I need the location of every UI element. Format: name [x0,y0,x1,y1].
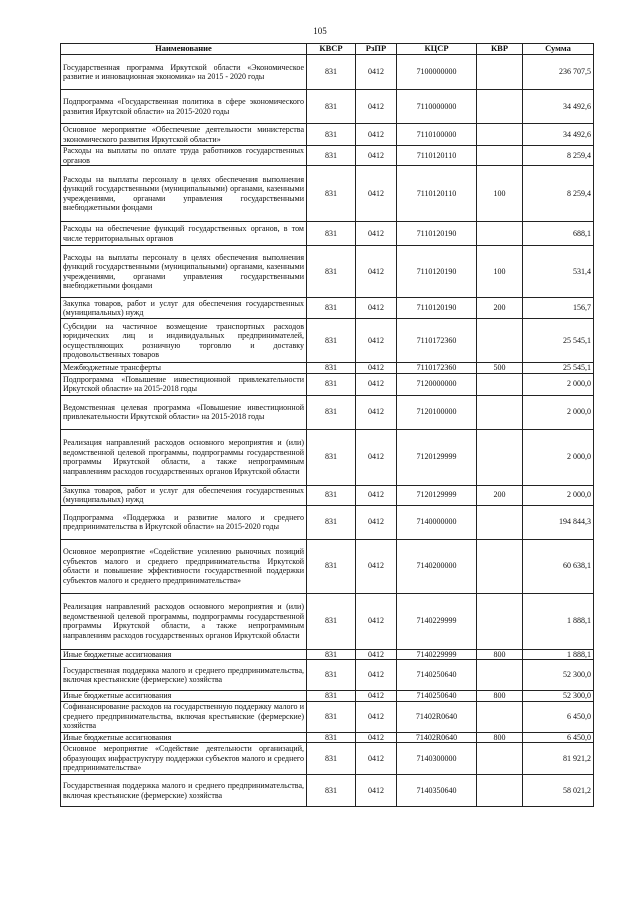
row-kvr-cell [477,55,523,90]
row-sum-cell: 2 000,0 [523,373,594,395]
row-kcsr-cell: 7110120190 [397,246,477,298]
table-row [61,775,594,807]
row-name-cell: Софинансирование расходов на государственную поддержку малого и среднего предпринимательства, включая крестьянские (фермерские) хозяйства [61,701,307,732]
row-sum-cell: 688,1 [523,222,594,246]
row-kcsr-cell: 7140229999 [397,593,477,649]
row-kcsr-cell: 7110120110 [397,146,477,166]
row-rzpr-cell: 0412 [356,539,397,593]
header-rzpr: РзПР [356,44,397,55]
row-kvsr-cell: 831 [307,732,356,743]
table-row [61,124,594,146]
row-kvr-cell: 200 [477,485,523,505]
row-kcsr-cell: 7140250640 [397,660,477,691]
row-name-cell: Субсидии на частичное возмещение транспортных расходов юридических лиц и индивидуальных предпринимателей, осуществляющих розничную торговлю и доставку продовольственных товаров [61,319,307,363]
row-rzpr-cell: 0412 [356,691,397,702]
row-sum-cell: 34 492,6 [523,90,594,124]
row-name-cell: Иные бюджетные ассигнования [61,691,307,702]
row-rzpr-cell: 0412 [356,319,397,363]
row-kvsr-cell: 831 [307,373,356,395]
row-kvsr-cell: 831 [307,539,356,593]
header-kvsr: КВСР [307,44,356,55]
table-row [61,429,594,485]
row-name-cell: Межбюджетные трансферты [61,363,307,374]
row-rzpr-cell: 0412 [356,485,397,505]
row-rzpr-cell: 0412 [356,373,397,395]
row-rzpr-cell: 0412 [356,743,397,775]
row-kvsr-cell: 831 [307,429,356,485]
row-kvr-cell [477,593,523,649]
table-row [61,505,594,539]
row-kvsr-cell: 831 [307,691,356,702]
row-rzpr-cell: 0412 [356,775,397,807]
row-kvr-cell: 200 [477,298,523,319]
row-kvsr-cell: 831 [307,319,356,363]
row-name-cell: Подпрограмма «Повышение инвестиционной привлекательности Иркутской области» на 2015-2018 годы [61,373,307,395]
row-kvr-cell [477,124,523,146]
row-sum-cell: 58 021,2 [523,775,594,807]
row-name-cell: Расходы на выплаты персоналу в целях обеспечения выполнения функций государственными (муниципальными) органами, казенными учреждениями, органами управления государственными внебюджетными фондами [61,166,307,222]
table-row [61,485,594,505]
row-kvr-cell [477,90,523,124]
row-kvsr-cell: 831 [307,166,356,222]
row-kcsr-cell: 7140300000 [397,743,477,775]
row-kvsr-cell: 831 [307,660,356,691]
row-sum-cell: 60 638,1 [523,539,594,593]
header-kcsr: КЦСР [397,44,477,55]
header-kvr: КВР [477,44,523,55]
row-kcsr-cell: 7120000000 [397,373,477,395]
row-kcsr-cell: 7140000000 [397,505,477,539]
row-kvsr-cell: 831 [307,146,356,166]
table-row [61,660,594,691]
row-kvsr-cell: 831 [307,222,356,246]
row-name-cell: Реализация направлений расходов основного мероприятия и (или) ведомственной целевой программы, подпрограммы государственной программы Иркутской области, а также непрограммным направлениям расходов государственных органов Иркутской области [61,593,307,649]
row-name-cell: Иные бюджетные ассигнования [61,732,307,743]
table-body [61,55,594,807]
row-kvsr-cell: 831 [307,395,356,429]
row-rzpr-cell: 0412 [356,55,397,90]
row-kvsr-cell: 831 [307,485,356,505]
row-sum-cell: 8 259,4 [523,166,594,222]
row-sum-cell: 52 300,0 [523,660,594,691]
row-kvsr-cell: 831 [307,649,356,660]
row-kvsr-cell: 831 [307,743,356,775]
row-name-cell: Основное мероприятие «Обеспечение деятельности министерства экономического развития Иркутской области» [61,124,307,146]
row-kvsr-cell: 831 [307,90,356,124]
table-row [61,743,594,775]
row-kvr-cell: 800 [477,649,523,660]
row-name-cell: Расходы на выплаты персоналу в целях обеспечения выполнения функций государственными (муниципальными) органами, казенными учреждениями, органами управления государственными внебюджетными фондами [61,246,307,298]
row-sum-cell: 156,7 [523,298,594,319]
row-name-cell: Государственная поддержка малого и среднего предпринимательства, включая крестьянские (фермерские) хозяйства [61,660,307,691]
row-rzpr-cell: 0412 [356,593,397,649]
row-kcsr-cell: 7120129999 [397,429,477,485]
row-name-cell: Расходы на обеспечение функций государственных органов, в том числе территориальных органов [61,222,307,246]
row-rzpr-cell: 0412 [356,429,397,485]
table-row [61,55,594,90]
row-kvr-cell [477,743,523,775]
row-name-cell: Подпрограмма «Государственная политика в сфере экономического развития Иркутской области» на 2015-2020 годы [61,90,307,124]
row-name-cell: Реализация направлений расходов основного мероприятия и (или) ведомственной целевой программы, подпрограммы государственной программы Иркутской области, а также непрограммным направлениям расходов государственных органов Иркутской области [61,429,307,485]
row-name-cell: Основное мероприятие «Содействие деятельности организаций, образующих инфраструктуру поддержки субъектов малого и среднего предпринимательства» [61,743,307,775]
row-kcsr-cell: 7110100000 [397,124,477,146]
row-name-cell: Ведомственная целевая программа «Повышение инвестиционной привлекательности Иркутской области» на 2015-2018 годы [61,395,307,429]
table-row [61,395,594,429]
table-row [61,166,594,222]
row-sum-cell: 2 000,0 [523,485,594,505]
row-rzpr-cell: 0412 [356,649,397,660]
row-kvsr-cell: 831 [307,363,356,374]
row-kvr-cell [477,505,523,539]
row-name-cell: Расходы на выплаты по оплате труда работников государственных органов [61,146,307,166]
row-rzpr-cell: 0412 [356,246,397,298]
row-rzpr-cell: 0412 [356,124,397,146]
row-sum-cell: 2 000,0 [523,429,594,485]
table-row [61,691,594,702]
row-kvr-cell [477,660,523,691]
row-kcsr-cell: 7140250640 [397,691,477,702]
row-sum-cell: 6 450,0 [523,732,594,743]
page-number: 105 [313,26,327,36]
row-kvr-cell [477,701,523,732]
table-row [61,732,594,743]
row-name-cell: Закупка товаров, работ и услуг для обеспечения государственных (муниципальных) нужд [61,485,307,505]
row-sum-cell: 531,4 [523,246,594,298]
row-kcsr-cell: 7110120190 [397,298,477,319]
row-kvr-cell: 800 [477,691,523,702]
row-kvr-cell [477,146,523,166]
table-row [61,222,594,246]
row-kvr-cell: 100 [477,246,523,298]
row-sum-cell: 8 259,4 [523,146,594,166]
table-row [61,298,594,319]
header-sum: Сумма [523,44,594,55]
row-kcsr-cell: 7110000000 [397,90,477,124]
row-kcsr-cell: 71402R0640 [397,701,477,732]
row-kcsr-cell: 7140229999 [397,649,477,660]
row-kvsr-cell: 831 [307,124,356,146]
row-kvr-cell: 500 [477,363,523,374]
row-kcsr-cell: 7120129999 [397,485,477,505]
table-row [61,539,594,593]
table-row [61,146,594,166]
row-rzpr-cell: 0412 [356,166,397,222]
row-rzpr-cell: 0412 [356,395,397,429]
row-kvr-cell [477,222,523,246]
table-row [61,319,594,363]
row-kvr-cell: 100 [477,166,523,222]
row-sum-cell: 52 300,0 [523,691,594,702]
row-kvsr-cell: 831 [307,701,356,732]
row-name-cell: Иные бюджетные ассигнования [61,649,307,660]
table-row [61,373,594,395]
row-kvsr-cell: 831 [307,298,356,319]
row-rzpr-cell: 0412 [356,701,397,732]
row-sum-cell: 2 000,0 [523,395,594,429]
row-kcsr-cell: 7100000000 [397,55,477,90]
row-sum-cell: 34 492,6 [523,124,594,146]
row-rzpr-cell: 0412 [356,732,397,743]
table-row [61,363,594,374]
row-rzpr-cell: 0412 [356,505,397,539]
table-row [61,90,594,124]
table-row [61,593,594,649]
row-rzpr-cell: 0412 [356,298,397,319]
row-sum-cell: 236 707,5 [523,55,594,90]
row-rzpr-cell: 0412 [356,222,397,246]
row-kvsr-cell: 831 [307,505,356,539]
row-sum-cell: 1 888,1 [523,593,594,649]
row-sum-cell: 25 545,1 [523,319,594,363]
row-kvr-cell [477,395,523,429]
row-sum-cell: 81 921,2 [523,743,594,775]
row-kvr-cell [477,429,523,485]
row-kvr-cell: 800 [477,732,523,743]
row-sum-cell: 25 545,1 [523,363,594,374]
row-kcsr-cell: 7110172360 [397,319,477,363]
row-kvsr-cell: 831 [307,593,356,649]
row-kvsr-cell: 831 [307,246,356,298]
row-rzpr-cell: 0412 [356,660,397,691]
row-kvr-cell [477,775,523,807]
table-row [61,649,594,660]
row-kcsr-cell: 7110172360 [397,363,477,374]
budget-table [60,43,594,807]
row-sum-cell: 194 844,3 [523,505,594,539]
row-kvr-cell [477,373,523,395]
table-row [61,701,594,732]
row-kcsr-cell: 7120100000 [397,395,477,429]
row-rzpr-cell: 0412 [356,90,397,124]
row-sum-cell: 6 450,0 [523,701,594,732]
row-kcsr-cell: 71402R0640 [397,732,477,743]
row-kcsr-cell: 7110120110 [397,166,477,222]
header-name: Наименование [61,44,307,55]
row-rzpr-cell: 0412 [356,146,397,166]
row-name-cell: Подпрограмма «Поддержка и развитие малого и среднего предпринимательства в Иркутской области» на 2015-2020 годы [61,505,307,539]
row-kcsr-cell: 7140200000 [397,539,477,593]
row-kvr-cell [477,319,523,363]
row-kvsr-cell: 831 [307,775,356,807]
row-sum-cell: 1 888,1 [523,649,594,660]
row-kvsr-cell: 831 [307,55,356,90]
row-kcsr-cell: 7110120190 [397,222,477,246]
row-name-cell: Государственная программа Иркутской области «Экономическое развитие и инновационная экономика» на 2015 - 2020 годы [61,55,307,90]
row-kvr-cell [477,539,523,593]
row-kcsr-cell: 7140350640 [397,775,477,807]
row-name-cell: Государственная поддержка малого и среднего предпринимательства, включая крестьянские (фермерские) хозяйства [61,775,307,807]
row-name-cell: Закупка товаров, работ и услуг для обеспечения государственных (муниципальных) нужд [61,298,307,319]
row-name-cell: Основное мероприятие «Содействие усилению рыночных позиций субъектов малого и среднего предпринимательства Иркутской области и повышение эффективности государственной поддержки субъектов малого и среднего предпринимательства» [61,539,307,593]
table-row [61,246,594,298]
table-header-row [61,44,594,55]
row-rzpr-cell: 0412 [356,363,397,374]
